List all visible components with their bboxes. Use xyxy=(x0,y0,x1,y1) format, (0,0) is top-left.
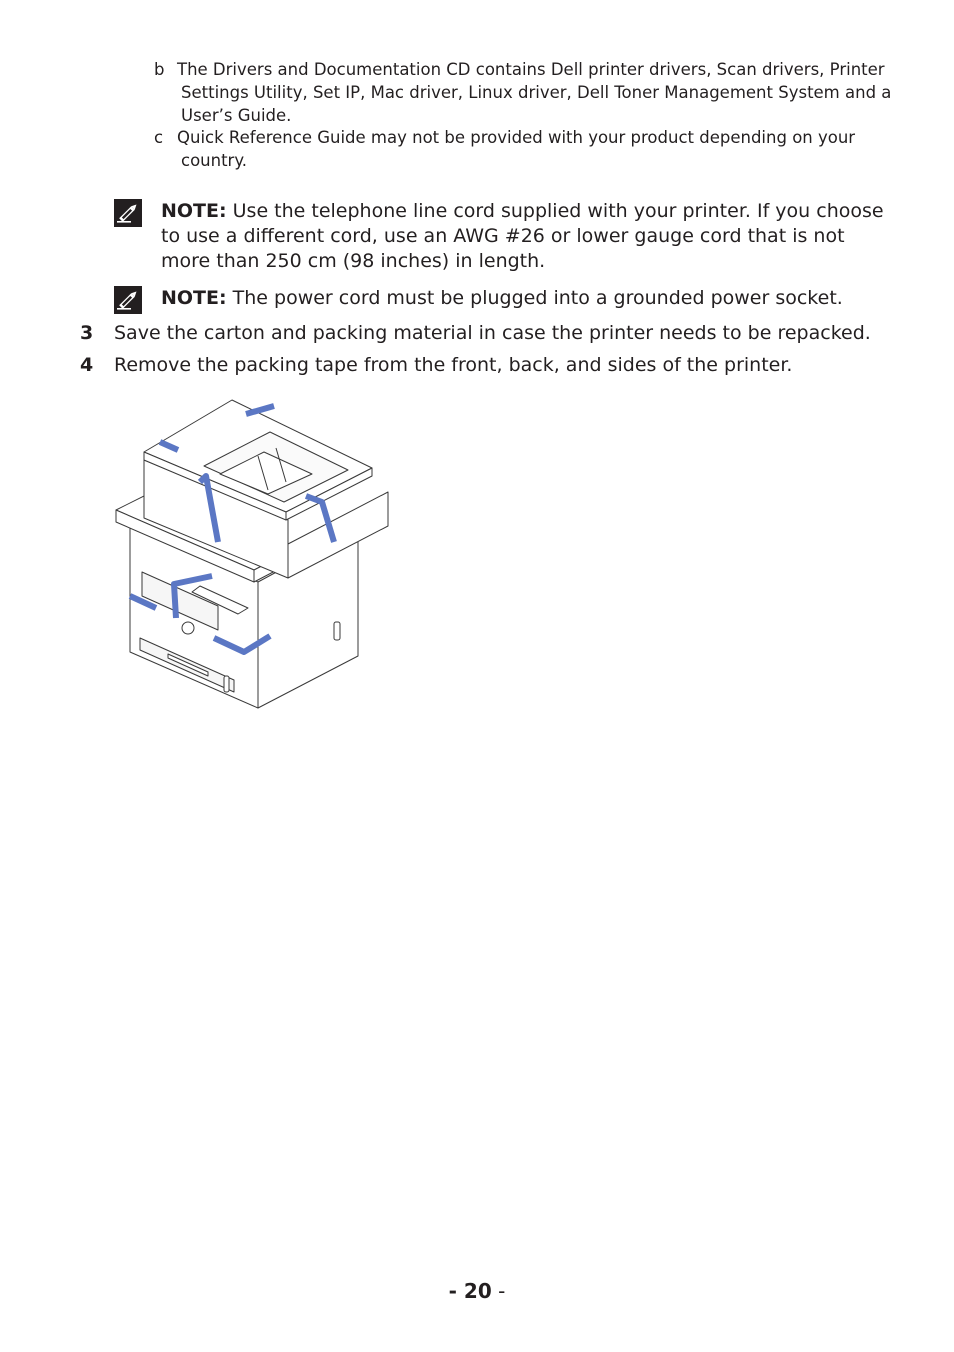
printer-illustration xyxy=(108,392,398,714)
step-text: Remove the packing tape from the front, back, and sides of the printer. xyxy=(114,354,793,376)
footnote-text-line: country. xyxy=(181,151,247,170)
note-label: NOTE: xyxy=(161,287,227,309)
step-number: 3 xyxy=(80,322,94,344)
note-text xyxy=(161,199,894,274)
footnote-b xyxy=(154,58,894,127)
note-power-cord xyxy=(114,286,894,316)
step-text: Save the carton and packing material in case the printer needs to be repacked. xyxy=(114,322,871,344)
footnote-marker: b xyxy=(154,60,165,79)
note-label: NOTE: xyxy=(161,200,227,222)
page-number: - 20 - xyxy=(448,1279,506,1303)
pencil-note-icon xyxy=(114,286,142,314)
note-telephone-cord xyxy=(114,199,894,279)
footnote-text-line: The Drivers and Documentation CD contains Dell printer drivers, Scan drivers, Printer xyxy=(177,60,885,79)
note-body: The power cord must be plugged into a grounded power socket. xyxy=(226,287,843,309)
note-body: Use the telephone line cord supplied with your printer. If you choose to use a different cord, use an AWG #26 or lower gauge cord that is not more than 250 cm (98 inches) in length. xyxy=(161,200,884,272)
pencil-note-icon xyxy=(114,199,142,227)
footnote-text-line: Quick Reference Guide may not be provided with your product depending on your xyxy=(177,128,856,147)
footnote-c xyxy=(154,126,894,172)
footnote-marker: c xyxy=(154,128,164,147)
footnote-text-line: Settings Utility, Set IP, Mac driver, Linux driver, Dell Toner Management System and a xyxy=(181,83,892,102)
step-number: 4 xyxy=(80,354,94,376)
packing-tape xyxy=(246,406,274,414)
note-text xyxy=(161,286,894,311)
footnote-text-line: User’s Guide. xyxy=(181,106,292,125)
